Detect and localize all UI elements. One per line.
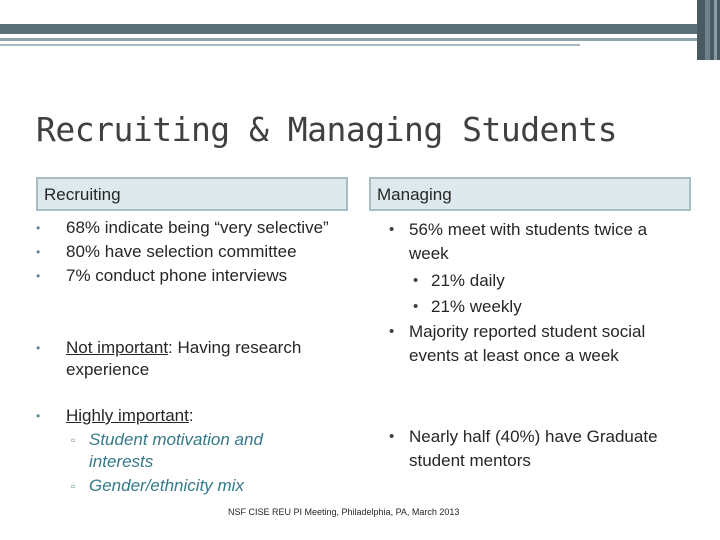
top-bar	[0, 24, 720, 34]
managing-list	[369, 218, 679, 368]
bullet-icon: •	[36, 409, 41, 423]
footer-caption: NSF CISE REU PI Meeting, Philadelphia, PA, March 2013	[228, 507, 460, 517]
sub-list-item: • 21% weekly	[369, 294, 679, 320]
sub-list-item: ▫ Gender/ethnicity mix	[71, 476, 244, 495]
bullet-icon: •	[389, 221, 395, 238]
list-item: • 80% have selection committee	[36, 242, 297, 261]
bullet-icon: •	[413, 272, 419, 289]
list-item: • 56% meet with students twice a week	[389, 220, 648, 263]
bullet-icon: •	[389, 428, 395, 445]
bullet-icon: •	[36, 269, 41, 283]
bullet-icon: •	[36, 341, 41, 355]
top-rule-short	[0, 44, 580, 46]
list-item: • 68% indicate being “very selective”	[36, 218, 329, 237]
square-bullet-icon: ▫	[71, 433, 76, 447]
list-item: • Highly important:	[36, 406, 194, 425]
bullet-icon: •	[389, 323, 395, 340]
corner-stripe	[705, 0, 710, 60]
list-item: • Majority reported student social events at least once a week	[389, 322, 646, 365]
sub-list-item: ▫ Student motivation and interests	[71, 430, 263, 471]
corner-stripe	[714, 0, 717, 60]
managing-list	[369, 425, 669, 473]
bullet-icon: •	[413, 298, 419, 315]
recruiting-list	[36, 405, 346, 497]
sub-list-item: • 21% daily	[369, 268, 679, 294]
bullet-icon: •	[36, 221, 41, 235]
recruiting-header: Recruiting	[36, 177, 348, 211]
square-bullet-icon: ▫	[71, 479, 76, 493]
recruiting-list	[36, 337, 346, 381]
list-item: • Nearly half (40%) have Graduate student mentors	[389, 427, 658, 470]
list-item: • Not important: Having research experience	[36, 338, 302, 379]
slide-title: Recruiting & Managing Students	[36, 110, 618, 149]
bullet-icon: •	[36, 245, 41, 259]
list-item: • 7% conduct phone interviews	[36, 266, 288, 285]
recruiting-list	[36, 217, 346, 287]
managing-header: Managing	[369, 177, 691, 211]
top-rule	[0, 38, 720, 41]
